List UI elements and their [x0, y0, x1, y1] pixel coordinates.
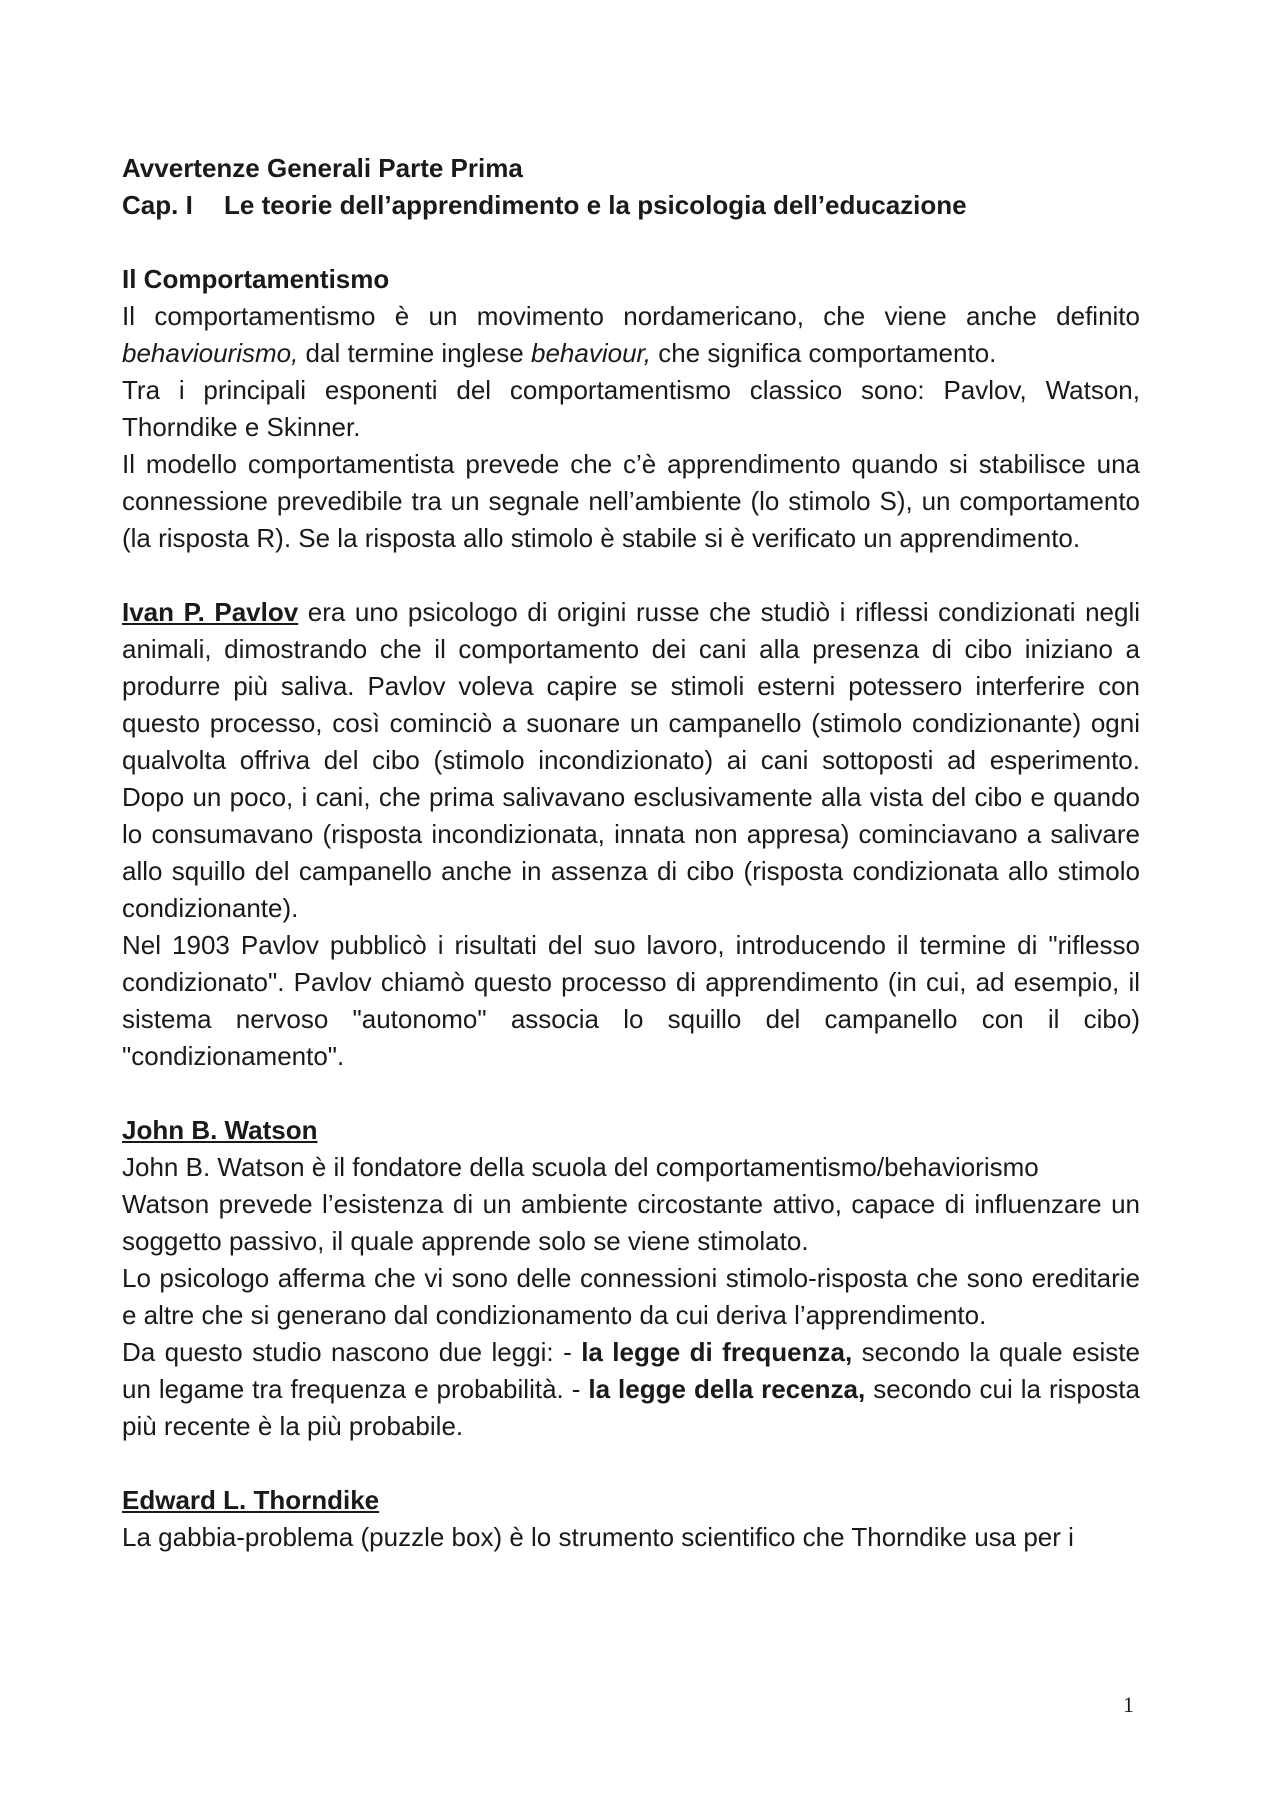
- text-run: che significa comportamento.: [650, 338, 997, 368]
- text-run: dal termine inglese: [298, 338, 531, 368]
- paragraph: Watson prevede l’esistenza di un ambiente circostante attivo, capace di influenzare un soggetto passivo, il quale apprende solo se viene stimolato.: [122, 1189, 1140, 1256]
- page-content: [122, 150, 1140, 1556]
- paragraph: [122, 298, 1140, 372]
- text-run: Da questo studio nascono due leggi: -: [122, 1337, 582, 1367]
- spacer: [122, 1075, 1140, 1112]
- spacer: [122, 557, 1140, 594]
- section-heading-pavlov: Ivan P. Pavlov: [122, 597, 299, 627]
- paragraph: Tra i principali esponenti del comportamentismo classico sono: Pavlov, Watson, Thorndike e Skinner.: [122, 375, 1140, 442]
- header-line: Avvertenze Generali Parte Prima: [122, 153, 523, 183]
- chapter-label: Cap. I: [122, 190, 193, 220]
- paragraph: La gabbia-problema (puzzle box) è lo strumento scientifico che Thorndike usa per i: [122, 1522, 1074, 1552]
- text-run: secondo cui la risposta più recente è la più probabile.: [122, 1374, 1140, 1441]
- section-heading-comportamentismo: Il Comportamentismo: [122, 264, 390, 294]
- chapter-title-row: [122, 187, 1140, 224]
- bold-term: la legge della recenza,: [588, 1374, 866, 1404]
- spacer: [122, 1445, 1140, 1482]
- text-run: Il comportamentismo è un movimento nordamericano, che viene anche definito: [122, 301, 1140, 331]
- bold-term: la legge di frequenza,: [581, 1337, 853, 1367]
- page-number: 1: [1123, 1692, 1134, 1717]
- section-heading-watson: John B. Watson: [122, 1115, 318, 1145]
- chapter-title: Le teorie dell’apprendimento e la psicologia dell’educazione: [224, 190, 967, 220]
- paragraph: Nel 1903 Pavlov pubblicò i risultati del suo lavoro, introducendo il termine di "riflesso condizionato". Pavlov chiamò questo processo di apprendimento (in cui, ad esempio, il sistema nervoso "autonomo" associa lo squillo del campanello con il cibo) "condizionamento".: [122, 930, 1140, 1071]
- italic-term: behaviour,: [531, 338, 651, 368]
- paragraph: [122, 1334, 1140, 1445]
- paragraph: Lo psicologo afferma che vi sono delle connessioni stimolo-risposta che sono ereditarie e altre che si generano dal condizionamento da cui deriva l’apprendimento.: [122, 1263, 1140, 1330]
- italic-term: behaviourismo,: [122, 338, 299, 368]
- paragraph: [122, 594, 1140, 927]
- text-run: secondo la quale esiste un legame tra frequenza e probabilità. -: [122, 1337, 1140, 1404]
- spacer: [122, 224, 1140, 261]
- paragraph: Il modello comportamentista prevede che c’è apprendimento quando si stabilisce una connessione prevedibile tra un segnale nell’ambiente (lo stimolo S), un comportamento (la risposta R). Se la risposta allo stimolo è stabile si è verificato un apprendimento.: [122, 449, 1140, 553]
- paragraph: John B. Watson è il fondatore della scuola del comportamentismo/behaviorismo: [122, 1152, 1039, 1182]
- text-run: era uno psicologo di origini russe che studiò i riflessi condizionati negli animali, dimostrando che il comportamento dei cani alla presenza di cibo iniziano a produrre più saliva. Pavlov voleva capire se stimoli esterni potessero interferire con questo processo, così cominciò a suonare un campanello (stimolo condizionante) ogni qualvolta offriva del cibo (stimolo incondizionato) ai cani sottoposti ad esperimento. Dopo un poco, i cani, che prima salivavano esclusivamente alla vista del cibo e quando lo consumavano (risposta incondizionata, innata non appresa) cominciavano a salivare allo squillo del campanello anche in assenza di cibo (risposta condizionata allo stimolo condizionante).: [122, 597, 1140, 923]
- section-heading-thorndike: Edward L. Thorndike: [122, 1485, 380, 1515]
